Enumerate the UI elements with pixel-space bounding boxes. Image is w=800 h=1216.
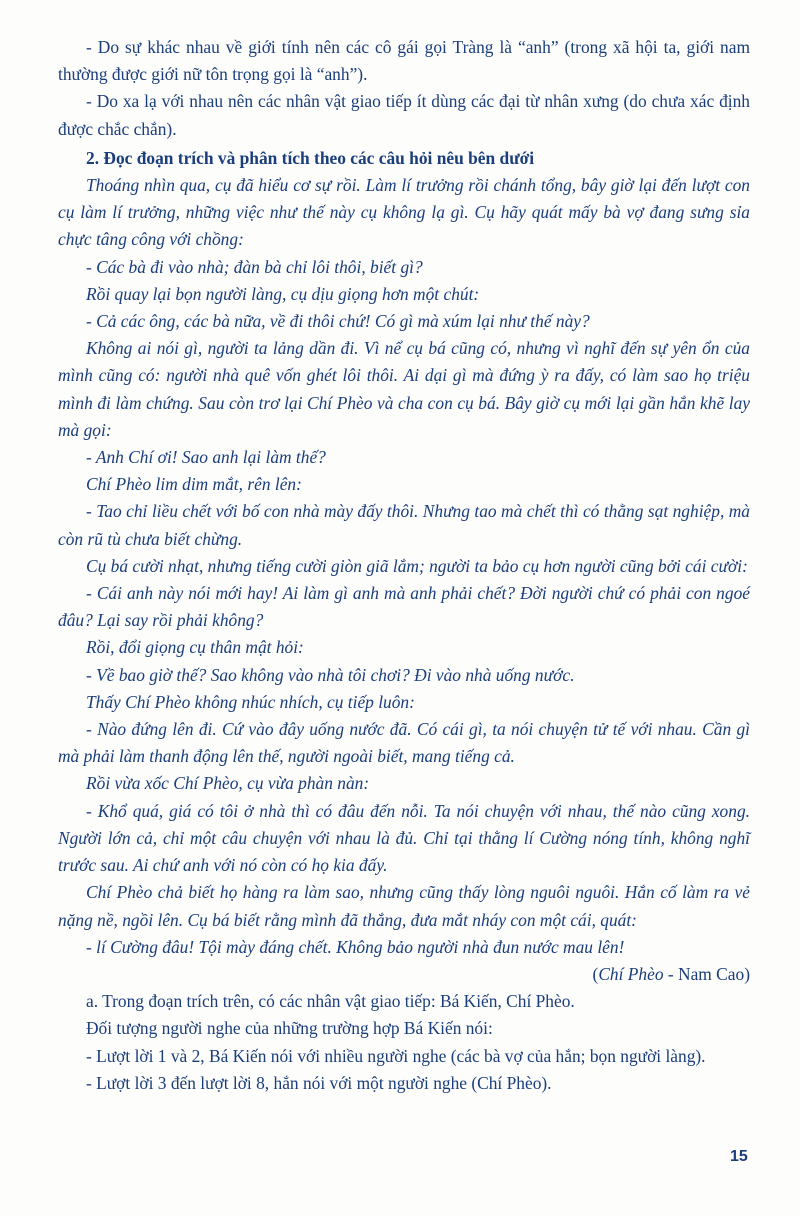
page-number: 15 [730,1148,748,1165]
excerpt-paragraph: - Nào đứng lên đi. Cứ vào đây uống nước đã. Có cái gì, ta nói chuyện tử tế với nhau. Cần gì mà phải làm thanh động lên thế, người ngoài biết, mang tiếng cả. [58,719,750,767]
citation-title: Chí Phèo [598,963,664,984]
page-content [58,34,750,1097]
excerpt-citation: (Chí Phèo - Nam Cao) [592,963,750,984]
excerpt-paragraph: - Về bao giờ thế? Sao không vào nhà tôi chơi? Đi vào nhà uống nước. [86,664,575,685]
excerpt-paragraph: Rồi vừa xốc Chí Phèo, cụ vừa phàn nàn: [86,773,370,794]
paragraph: - Lượt lời 1 và 2, Bá Kiến nói với nhiều người nghe (các bà vợ của hắn; bọn người làng). [86,1045,706,1066]
excerpt-paragraph: Rồi, đổi giọng cụ thân mật hỏi: [86,637,304,658]
excerpt-paragraph: - lí Cường đâu! Tội mày đáng chết. Không bảo người nhà đun nước mau lên! [86,936,625,957]
excerpt-paragraph: - Các bà đi vào nhà; đàn bà chỉ lôi thôi, biết gì? [86,256,423,277]
section-heading: 2. Đọc đoạn trích và phân tích theo các câu hỏi nêu bên dưới [86,147,535,168]
paragraph: - Do sự khác nhau về giới tính nên các cô gái gọi Tràng là “anh” (trong xã hội ta, giới nam thường được giới nữ tôn trọng gọi là “anh”). [58,37,750,85]
excerpt-paragraph: - Cái anh này nói mới hay! Ai làm gì anh mà anh phải chết? Đời người chứ có phải con ngoé đâu? Lại say rồi phải không? [58,583,750,631]
excerpt-paragraph: - Cả các ông, các bà nữa, về đi thôi chứ! Có gì mà xúm lại như thế này? [86,311,590,332]
paragraph: Đối tượng người nghe của những trường hợp Bá Kiến nói: [86,1018,493,1039]
excerpt-paragraph: - Tao chỉ liều chết với bố con nhà mày đấy thôi. Nhưng tao mà chết thì có thằng sạt nghiệp, mà còn rũ tù chưa biết chừng. [58,501,750,549]
paragraph: a. Trong đoạn trích trên, có các nhân vật giao tiếp: Bá Kiến, Chí Phèo. [86,991,575,1012]
excerpt-paragraph: Thấy Chí Phèo không nhúc nhích, cụ tiếp luôn: [86,691,415,712]
paragraph: - Do xa lạ với nhau nên các nhân vật giao tiếp ít dùng các đại từ nhân xưng (do chưa xác định được chắc chắn). [58,91,750,139]
excerpt-paragraph: Không ai nói gì, người ta lảng dần đi. Vì nể cụ bá cũng có, nhưng vì nghĩ đến sự yên ổn của mình cũng có: người nhà quê vốn ghét lôi thôi. Ai dại gì mà đứng ỳ ra đấy, có làm sao họ triệu mình đi làm chứng. Sau còn trơ lại Chí Phèo và cha con cụ bá. Bây giờ cụ mới lại gần hắn khẽ lay mà gọi: [58,338,750,440]
excerpt-paragraph: Rồi quay lại bọn người làng, cụ dịu giọng hơn một chút: [86,283,480,304]
excerpt-paragraph: - Khổ quá, giá có tôi ở nhà thì có đâu đến nỗi. Ta nói chuyện với nhau, thế nào cũng xong. Người lớn cả, chỉ một câu chuyện với nhau là đủ. Chỉ tại thằng lí Cường nóng tính, không nghĩ trước sau. Ai chứ anh với nó còn có họ kia đấy. [58,800,750,876]
paragraph: - Lượt lời 3 đến lượt lời 8, hắn nói với một người nghe (Chí Phèo). [86,1072,552,1093]
citation-author: - Nam Cao [663,963,745,984]
excerpt-paragraph: Cụ bá cười nhạt, nhưng tiếng cười giòn giã lắm; người ta bảo cụ hơn người cũng bởi cái cười: [86,555,748,576]
excerpt-paragraph: Chí Phèo chả biết họ hàng ra làm sao, nhưng cũng thấy lòng nguôi nguôi. Hắn cố làm ra vẻ nặng nề, ngồi lên. Cụ bá biết rằng mình đã thắng, đưa mắt nháy con một cái, quát: [58,882,750,930]
excerpt-paragraph: - Anh Chí ơi! Sao anh lại làm thế? [86,447,326,468]
excerpt-paragraph: Chí Phèo lim dim mắt, rên lên: [86,474,302,495]
excerpt-paragraph: Thoáng nhìn qua, cụ đã hiểu cơ sự rồi. Làm lí trưởng rồi chánh tổng, bây giờ lại đến lượt con cụ làm lí trưởng, những việc như thế này cụ không lạ gì. Cụ hãy quát mấy bà vợ đang sưng sỉa chực tâng công với chồng: [58,175,750,250]
